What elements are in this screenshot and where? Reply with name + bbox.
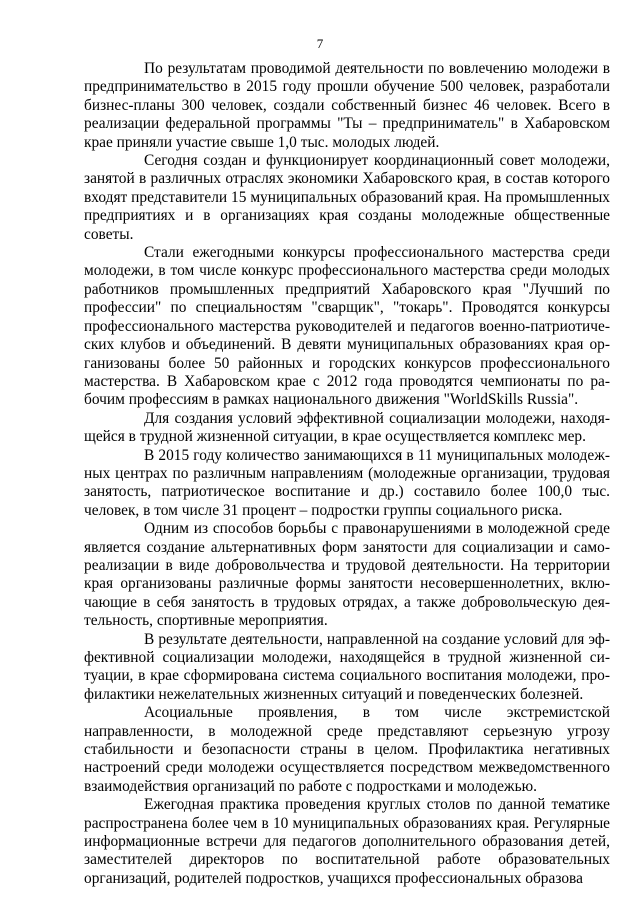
paragraph-entrepreneurship: По результатам проводимой деятельности по вовлечению молодежи в предпринимательство в 2015 году прошли обучение 500 человек, разработали бизнес-планы 300 человек, создали собственный бизнес 46 человек. Всего в реализации федеральной программы "Ты – предприниматель" в Хабаровском крае приняли участие свыше 1,0 тыс. молодых людей. xyxy=(84,60,610,151)
paragraph-extremism-prevention: Асоциальные проявления, в том числе экстремистской направленности, в молодежной среде представляют серьезную угрозу стабильности и безопасности страны в целом. Профилактика негативных настроений среди молодежи осуществляется посредством межведомственного взаимодействия организаций по работе с подростками и молодежью. xyxy=(84,704,610,795)
paragraph-round-tables: Ежегодная практика проведения круглых столов по данной тематике распространена более чем в 10 муниципальных образованиях края. Регулярные информационные встречи для педагогов дополнительного образования детей, заместителей директоров по воспитательной работе образовательных организаций, родителей подростков, учащихся профессиональных образова xyxy=(84,796,610,887)
paragraph-social-education-system: В результате деятельности, направленной на создание условий для эффективной социализации молодежи, находящейся в трудной жизненной ситуации, в крае сформирована система социального воспитания молодежи, профилактики нежелательных жизненных ситуаций и поведенческих болезней. xyxy=(84,630,610,703)
page-number: 7 xyxy=(316,36,324,51)
paragraph-skills-contests: Стали ежегодными конкурсы профессионального мастерства среди молодежи, в том числе конкурс профессионального мастерства среди молодых работников промышленных предприятий Хабаровского края "Лучший по профессии" по специальностям "сварщик", "токарь". Проводятся конкурсы профессионального мастерства руководителей и педагогов военно-патриотических клубов и объединений. В девяти муниципальных образованиях края организованы более 50 районных и городских конкурсов профессионального мастерства. В Хабаровском крае с 2012 года проводятся чемпионаты по рабочим профессиям в рамках национального движения "WorldSkills Russia". xyxy=(84,244,610,409)
paragraph-offense-prevention: Одним из способов борьбы с правонарушениями в молодежной среде является создание альтернативных форм занятости для социализации и самореализации в виде добровольчества и трудовой деятельности. На территории края организованы различные формы занятости несовершеннолетних, включающие в себя занятость в трудовых отрядах, а также добровольческую деятельность, спортивные мероприятия. xyxy=(84,520,610,630)
paragraph-youth-centers: В 2015 году количество занимающихся в 11 муниципальных молодежных центрах по различным направлениям (молодежные организации, трудовая занятость, патриотическое воспитание и др.) составило более 100,0 тыс. человек, в том числе 31 процент – подростки группы социального риска. xyxy=(84,446,610,519)
paragraph-socialization-measures: Для создания условий эффективной социализации молодежи, находящейся в трудной жизненной ситуации, в крае осуществляется комплекс мер. xyxy=(84,409,610,446)
paragraph-youth-council: Сегодня создан и функционирует координационный совет молодежи, занятой в различных отраслях экономики Хабаровского края, в состав которого входят представители 15 муниципальных образований края. На промышленных предприятиях и в организациях края созданы молодежные общественные советы. xyxy=(84,152,610,243)
document-body xyxy=(84,60,610,888)
